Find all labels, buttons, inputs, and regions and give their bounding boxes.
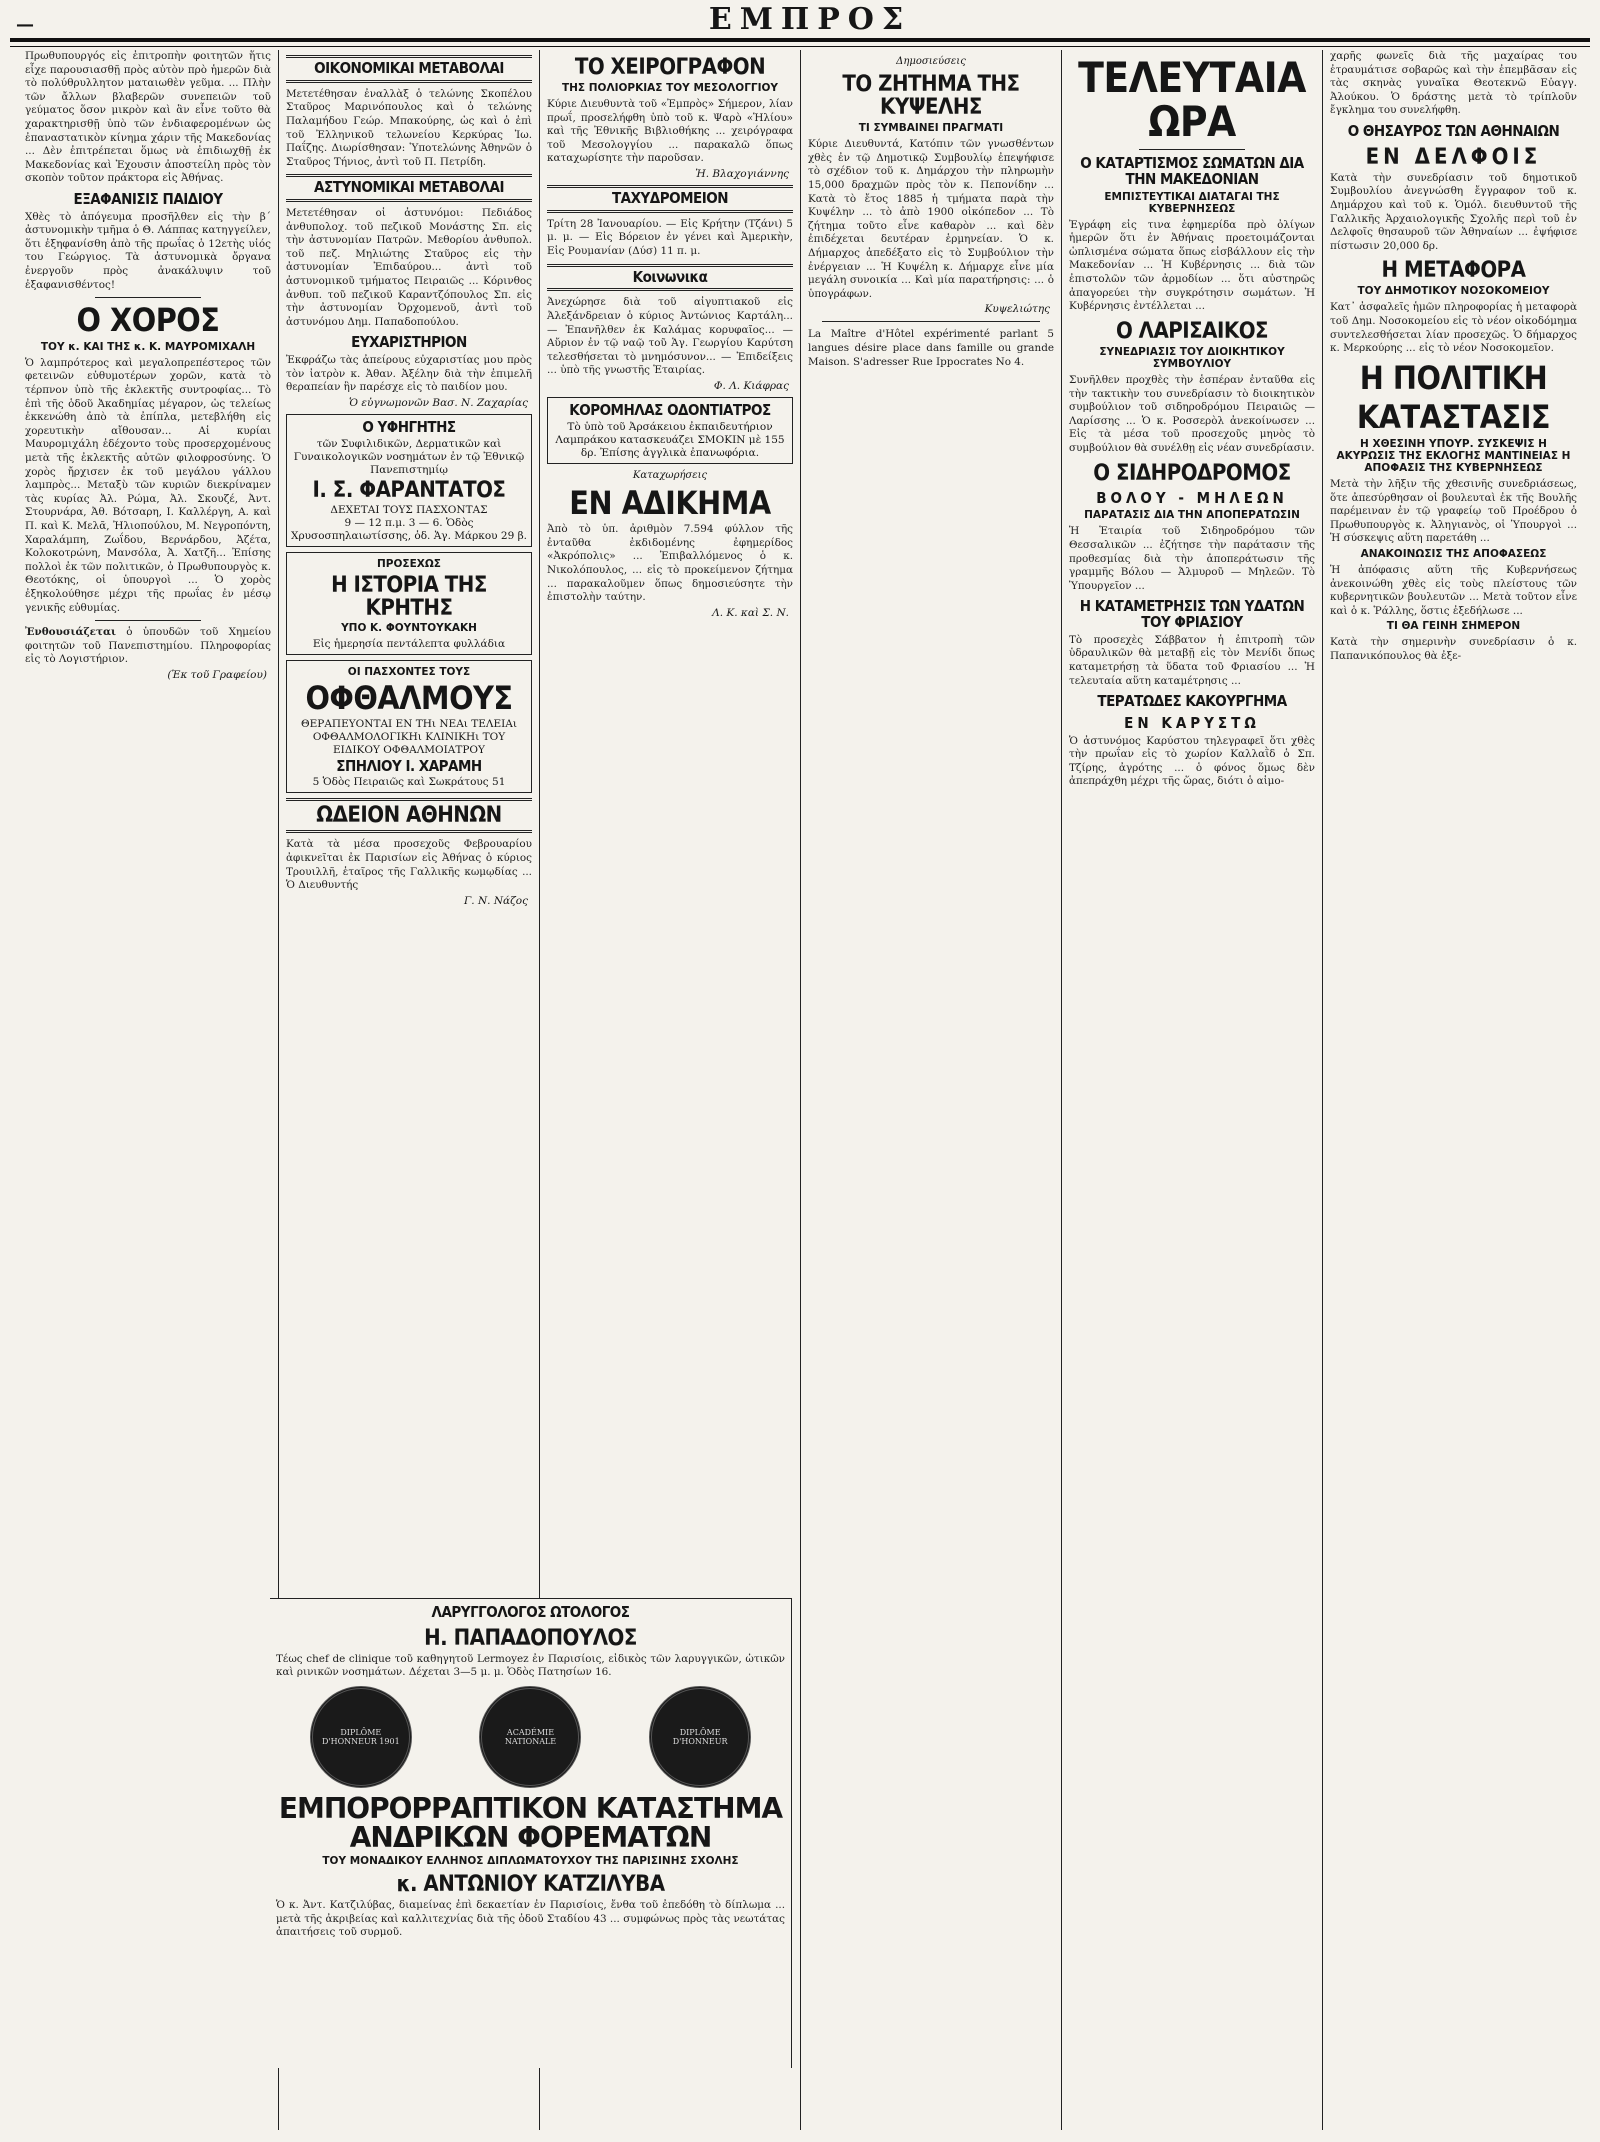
article-post: Τρίτη 28 Ἰανουαρίου. — Εἰς Κρήτην (Τζάνι) 5 μ. μ. — Εἰς Βόρειον ἐν γένει καὶ Ἀμερικὴν, Εἰς Ρουμανίαν (Δύσ) 11 π. μ. xyxy=(547,217,793,257)
headline-dance: Ο ΧΟΡΟΣ xyxy=(76,301,220,340)
article-kypseli: Κύριε Διευθυντά, Κατόπιν τῶν γνωσθέντων χθὲς ἐν τῷ Δημοτικῷ Συμβουλίῳ ἐπεψήφισε τὸ σχέδιον τοῦ κ. Δημάρχου τὴν πληρωμὴν 15,000 δραχμῶν πρὸς τὸν κ. Πεπονίδην ... Κατὰ τὸ ἔτος 1885 ἡ τμήματα παρὰ τὴν Κυψέλην ... τὸ ἀπὸ 1900 οἰκόπεδον ... Τὸ ζήτημα τοῦτο εἶνε καθαρὸν ... καὶ δὲν ἐπιδέχεται δευτέραν ἑρμηνείαν. Ὁ κ. Δήμαρχος ἀπεδέξατο εἰς τὸ Συμβούλιον τὴν ἐνέργειαν ... Ἡ Κυψέλη κ. Δήμαρχε εἶνε μία μεγάλη συνοικία ... Καὶ μία παρατήρησις: ... ὁ ὑπογράφων. xyxy=(808,138,1054,300)
masthead-rule xyxy=(10,46,1590,47)
headline-police: ΑΣΤΥΝΟΜΙΚΑΙ ΜΕΤΑΒΟΛΑΙ xyxy=(286,174,532,202)
ad-professor-name: Ι. Σ. ΦΑΡΑΝΤΑΤΟΣ xyxy=(312,477,506,503)
article-child: Χθὲς τὸ ἀπόγευμα προσῆλθεν εἰς τὴν β΄ ἀστυνομικὴν τμῆμα ὁ Θ. Λάππας κατηγγείλεν, ὅτι ἐξηφανίσθη ἀπὸ τῆς πρωΐας ὁ 12ετὴς υἱός του Γεώργιος. Τὰ ἀστυνομικὰ ὄργανα ἐνεργοῦν πρὸς ἀνακάλυψιν τοῦ ἐξαφανισθέντος! xyxy=(25,210,271,291)
footer-lead: Ἐνθουσιάζεται xyxy=(25,626,116,639)
headline-post: ΤΑΧΥΔΡΟΜΕΙΟΝ xyxy=(547,185,793,213)
headline-kypseli: ΤΟ ΖΗΤΗΜΑ ΤΗΣ ΚΥΨΕΛΗΣ xyxy=(842,72,1020,121)
kypseli-signature: Κυψελιώτης xyxy=(984,303,1050,316)
headline-rail2: ΒΟΛΟΥ - ΜΗΛΕΩΝ xyxy=(1096,488,1288,507)
footer-text: ὁ ὑπουδῶν τοῦ Χημείου φοιτητῶν τοῦ Πανεπιστημίου. Πληροφορίας εἰς τὸ Λογιστήριον. xyxy=(25,626,271,666)
ad-professor-line2: 9 — 12 π.μ. 3 — 6. Ὁδὸς Χρυσοσπηλαιωτίσσης, ὁδ. Ἁγ. Μάρκου 29 β. xyxy=(291,516,527,542)
medal-left-icon: DIPLÔME D'HONNEUR 1901 xyxy=(310,1686,412,1788)
footer-signature: (Ἐκ τοῦ Γραφείου) xyxy=(167,668,267,681)
subhead-decisions: ΑΝΑΚΟΙΝΩΣΙΣ ΤΗΣ ΑΠΟΦΑΣΕΩΣ xyxy=(1360,548,1547,560)
ad-laryngologist-name: Η. ΠΑΠΑΔΟΠΟΥΛΟΣ xyxy=(424,1625,637,1651)
ad-eyes-address: 5 Ὁδὸς Πειραιῶς καὶ Σωκράτους 51 xyxy=(312,776,506,789)
headline-last-hour: ΤΕΛΕΥΤΑΙΑ ΩΡΑ xyxy=(1078,53,1306,147)
kicker-main: Δημοσιεύσεις xyxy=(896,56,966,67)
divider xyxy=(822,321,1040,322)
article-crime: Ἀπὸ τὸ ὑπ. ἀριθμὸν 7.594 φύλλον τῆς ἐνταῦθα ἐκδιδομένης ἐφημερίδος «Ἀκρόπολις» ... Ἐπιβαλλόμενος ὁ κ. Νικολόπουλος, ... εἰς τὸ προκείμενον ζήτημα ... παρακαλοῦμεν ὅπως δημοσιεύσητε τὴν ἐπιστολὴν ταύτην. xyxy=(547,523,793,604)
headline-corps: Ο ΚΑΤΑΡΤΙΣΜΟΣ ΣΩΜΑΤΩΝ ΔΙΑ ΤΗΝ ΜΑΚΕΔΟΝΙΑΝ xyxy=(1080,154,1304,188)
footer-ad: La Maître d'Hôtel expérimenté parlant 5 langues désire place dans famille ou grande Maison. S'adresser Rue Ippocrates No 4. xyxy=(808,328,1054,368)
article-politics: Μετὰ τὴν λῆξιν τῆς χθεσινῆς συνεδριάσεως, ὅτε ἀπεσύρθησαν οἱ βουλευταὶ ἐκ τῆς Βουλῆς παρέμειναν ἐν τῷ γραφείῳ τοῦ Προέδρου ὁ Πρωθυπουργὸς κ. Ἀληγιανὸς, οἱ Ὑπουργοὶ ... Ἡ σύσκεψις αὕτη παρετάθη ... xyxy=(1330,478,1577,545)
subhead-manuscript: ΤΗΣ ΠΟΛΙΟΡΚΙΑΣ ΤΟΥ ΜΕΣΟΛΟΓΓΙΟΥ xyxy=(561,82,779,95)
column-6 xyxy=(1323,50,1584,2130)
ad-laryngologist-text: Τέως chef de clinique τοῦ καθηγητοῦ Lermoyez ἐν Παρισίοις, εἰδικὸς τῶν λαρυγγικῶν, ὠτικῶν καὶ ρινικῶν νοσημάτων. Δέχεται 3—5 μ. μ. Ὁδὸς Πατησίων 16. xyxy=(276,1652,785,1679)
article-rail: Ἡ Ἑταιρία τοῦ Σιδηροδρόμου τῶν Θεσσαλικῶν ... ἐζήτησε τὴν παράτασιν τῆς προθεσμίας διὰ τὴν ἀποπεράτωσιν τῆς γραμμῆς Βόλου — Ἀλμυροῦ — Μηλεῶν. Τὸ Ὑπουργεῖον ... xyxy=(1069,525,1315,592)
headline-econ: ΟΙΚΟΝΟΜΙΚΑΙ ΜΕΤΑΒΟΛΑΙ xyxy=(286,55,532,83)
kicker-crime: Καταχωρήσεις xyxy=(632,469,708,481)
headline-treasure2: ΕΝ ΔΕΛΦΟΙΣ xyxy=(1365,144,1542,170)
masthead-marker: — xyxy=(16,14,32,35)
subhead-today: ΤΙ ΘΑ ΓΕΙΝΗ ΣΗΜΕΡΟΝ xyxy=(1386,620,1521,633)
subhead-larissa: ΣΥΝΕΔΡΙΑΣΙΣ ΤΟΥ ΔΙΟΙΚΗΤΙΚΟΥ ΣΥΜΒΟΥΛΙΟΥ xyxy=(1099,345,1285,370)
headline-child: ΕΞΑΦΑΝΙΣΙΣ ΠΑΙΔΙΟΥ xyxy=(73,189,223,208)
subhead-politics: Η ΧΘΕΣΙΝΗ ΥΠΟΥΡ. ΣΥΣΚΕΨΙΣ Η ΑΚΥΡΩΣΙΣ ΤΗΣ ΕΚΛΟΓΗΣ ΜΑΝΤΙΝΕΙΑΣ Η ΑΠΟΦΑΣΙΣ ΤΗΣ ΚΥΒΕΡΝΗΣΕΩΣ xyxy=(1336,438,1571,475)
subhead-rail: ΠΑΡΑΤΑΣΙΣ ΔΙΑ ΤΗΝ ΑΠΟΠΕΡΑΤΩΣΙΝ xyxy=(1084,509,1300,522)
ad-dentist xyxy=(547,397,793,464)
ad-professor-label: Ο ΥΦΗΓΗΤΗΣ xyxy=(362,417,456,436)
article-today: Κατὰ τὴν σημερινὴν συνεδρίασιν ὁ κ. Παπανικόπουλος θὰ ἐξε- xyxy=(1330,636,1577,662)
subhead-dance: ΤΟΥ κ. ΚΑΙ ΤΗΣ κ. Κ. ΜΑΥΡΟΜΙΧΑΛΗ xyxy=(40,340,256,353)
headline-crime: ΕΝ ΑΔΙΚΗΜΑ xyxy=(569,483,771,522)
article-treasure: Κατὰ τὴν συνεδρίασιν τοῦ δημοτικοῦ Συμβουλίου ἀνεγνώσθη ἔγγραφον τοῦ κ. Δημάρχου καὶ τοῦ κ. Ὁμόλ. διευθυντοῦ τῆς Γαλλικῆς Ἀρχαιολογικῆς Σχολῆς περὶ τοῦ ἐν Δελφοῖς θησαυροῦ τῶν Ἀθηναίων ... ἐψήφισε πίστωσιν 20,000 δρ. xyxy=(1330,171,1577,252)
article-larissa: Συνῆλθεν προχθὲς τὴν ἑσπέραν ἐνταῦθα εἰς τὴν τακτικὴν του συνεδρίασιν τὸ διοικητικὸν συμβούλιον τοῦ σιδηροδρόμου Πειραιῶς — Λαρίσσης ... Ὁ κ. Ροσσερὸλ ἀνεκοίνωσεν ... Εἰς τὰ μέσα τοῦ προσεχοῦς μηνὸς τὸ συμβούλιον θὰ συνέλθῃ εἰς νέαν συνεδρίασιν. xyxy=(1069,373,1315,454)
headline-larissa: Ο ΛΑΡΙΣΑΙΚΟΣ xyxy=(1115,318,1269,344)
article-continued: χαρῆς φωνεῖς διὰ τῆς μαχαίρας του ἐτραυμάτισε σοβαρῶς καὶ τὴν ἐπεμβᾶσαν εἰς τὰς σκηνὰς γυναῖκα Θεοτεκνῶ Εὐαγγ. Ἀλούκου. Ὁ δράστης μετὰ τὸ τρίπλοῦν ἔγκλημα του συνελήφθη. xyxy=(1330,50,1577,117)
crime-signature: Λ. Κ. καὶ Σ. Ν. xyxy=(712,606,789,619)
masthead xyxy=(10,4,1590,42)
masthead-title: ΕΜΠΡΟΣ xyxy=(708,2,912,37)
ad-eyes xyxy=(286,660,532,793)
ad-dentist-text: Τὸ ὑπὸ τοῦ Ἀρσάκειου ἐκπαιδευτήριον Λαμπράκου κατασκευάζει ΣΜΟΚΙΝ μὲ 155 δρ. Ἐπίσης ἀγγλικὰ ἐπανωφόρια. xyxy=(555,420,785,459)
headline-politics2: ΚΑΤΑΣΤΑΣΙΣ xyxy=(1356,398,1551,437)
ad-eyes-line1: ΟΙ ΠΑΣΧΟΝΤΕΣ ΤΟΥΣ xyxy=(347,665,471,678)
medal-center-icon: ACADÉMIE NATIONALE xyxy=(479,1686,581,1788)
ad-professor-line1: ΔΕΧΕΤΑΙ ΤΟΥΣ ΠΑΣΧΟΝΤΑΣ xyxy=(330,503,488,516)
headline-rail: Ο ΣΙΔΗΡΟΔΡΟΜΟΣ xyxy=(1093,460,1291,486)
ad-crete-note: Εἰς ἡμερησία πεντάλεπτα φυλλάδια xyxy=(312,637,506,650)
medals-row xyxy=(276,1680,785,1794)
article-monster: Ὁ ἀστυνόμος Καρύστου τηλεγραφεῖ ὅτι χθὲς τὴν πρωΐαν εἰς τὸ χωρίον Καλλαῒδ ὁ Σπ. Τζίρης, ἀγρότης ... ὁ φόνος ὅμως δὲν ἀπεπράχθη μέχρι τῆς ὥρας, διότι ὁ αἱμο- xyxy=(1069,734,1315,788)
odeion-signature: Γ. Ν. Νάζος xyxy=(464,894,528,907)
ad-tailor-line2: κ. ΑΝΤΩΝΙΟΥ ΚΑΤΖΙΛΥΒΑ xyxy=(396,1871,665,1897)
headline-water: Η ΚΑΤΑΜΕΤΡΗΣΙΣ ΤΩΝ ΥΔΑΤΩΝ ΤΟΥ ΦΡΙΑΣΙΟΥ xyxy=(1079,597,1305,632)
ad-tailor-shop xyxy=(270,1598,792,2068)
headline-manuscript: ΤΟ ΧΕΙΡΟΓΡΑΦΟΝ xyxy=(574,55,766,80)
ad-eyes-title: ΟΦΘΑΛΜΟΥΣ xyxy=(305,678,513,717)
ad-eyes-line3: ΘΕΡΑΠΕΥΟΝΤΑΙ ΕΝ ΤΗι ΝΕΑι ΤΕΛΕΙΑι ΟΦΘΑΛΜΟΛΟΓΙΚΗι ΚΛΙΝΙΚΗι ΤΟΥ ΕΙΔΙΚΟΥ ΟΦΘΑΛΜΟΙΑΤΡΟΥ xyxy=(301,717,517,756)
article-intro: Πρωθυπουργός εἰς ἐπιτροπὴν φοιτητῶν ἥτις εἶχε παρουσιασθῇ πρὸς αὐτὸν πρὸ ἡμερῶν διὰ τὸ πολύθρυλλητον ματαιωθὲν γεῦμα. ... Πλὴν τῶν ἄλλων βλαβερῶν συνεπειῶν τοῦ γεύματος ὅσον μικρὸν καὶ ἂν εἶνε τοῦτο θὰ χαρακτηρισθῇ ὑπὸ τῶν ἐνδιαφερομένων ὡς ἐπαναστατικὸν κίνημα χάριν τῆς Μακεδονίας ... Δὲν ἐπιτρέπεται ὅμως νὰ ἐπιδιωχθῇ ἐκ Μακεδονίας καὶ Ἐχουσιν ἀποστείλη πρὸς τὸν σκοπὸν τοῦτον πράκτορα εἰς Ἀθήνας. xyxy=(25,50,271,185)
ad-crete-sub: ΥΠΟ Κ. ΦΟΥΝΤΟΥΚΑΚΗ xyxy=(341,621,477,634)
manuscript-signature: Ἠ. Βλαχογιάννης xyxy=(695,168,789,181)
ad-tailor-line1: ΤΟΥ ΜΟΝΑΔΙΚΟΥ ΕΛΛΗΝΟΣ ΔΙΠΛΩΜΑΤΟΥΧΟΥ ΤΗΣ ΠΑΡΙΣΙΝΗΣ ΣΧΟΛΗΣ xyxy=(322,1854,739,1867)
subhead-corps: ΕΜΠΙΣΤΕΥΤΙΚΑΙ ΔΙΑΤΑΓΑΙ ΤΗΣ ΚΥΒΕΡΝΗΣΕΩΣ xyxy=(1104,190,1280,215)
article-manuscript: Κύριε Διευθυντὰ τοῦ «Ἐμπρὸς» Σήμερον, λίαν πρωΐ, προσελήφθη ὑπὸ τοῦ κ. Ψαρὸ «Ἡλίου» καὶ τῆς Ἐθνικῆς Βιβλιοθήκης ... χειρόγραφα τοῦ Μεσολογγίου ... παρακαλῶ ὅπως καταχωρίσητε τὴν παροῦσαν. xyxy=(547,98,793,165)
article-water: Τὸ προσεχὲς Σάββατον ἡ ἐπιτροπὴ τῶν ὑδραυλικῶν θὰ μεταβῇ εἰς τὸν Μενίδι ὅπως καταμετρήσῃ τὰ ὕδατα τοῦ Φριασίου ... Ἡ τελευταία αὕτη καταμέτρησις ... xyxy=(1069,633,1315,687)
headline-monster2: ΕΝ ΚΑΡΥΣΤΩ xyxy=(1124,713,1260,732)
subhead-kypseli: ΤΙ ΣΥΜΒΑΙΝΕΙ ΠΡΑΓΜΑΤΙ xyxy=(858,122,1004,135)
article-police: Μετετέθησαν οἱ ἀστυνόμοι: Πεδιάδος ἀνθυπολοχ. τοῦ πεζικοῦ Μονάστης Σπ. εἰς τὴν ἀστυνομίαν Πατρῶν. Μεθορίου ἀνθυπολ. τοῦ πεζ. Μηλιώτης Σταῦρος εἰς τὴν ἀστυνομίαν Ἐπιδαύρου... ἀντὶ τοῦ ἀστυνομικοῦ τμήματος Πειραιῶς ... Κόρινθος ἀνθυπ. τοῦ πεζικοῦ Καραντζόπουλος Σπ. εἰς τὴν ἀστυνομίαν Ὀρχομενοῦ, ἀντὶ τοῦ ἀστυνόμου Δημ. Παπαδοπούλου. xyxy=(286,207,532,328)
ad-tailor-title: ΕΜΠΟΡΟΡΡΑΠΤΙΚΟΝ ΚΑΤΑΣΤΗΜΑ xyxy=(278,1792,783,1826)
column-4 xyxy=(801,50,1062,2130)
article-footer xyxy=(25,626,271,667)
article-thanks: Ἐκφράζω τὰς ἀπείρους εὐχαριστίας μου πρὸς τὸν ἰατρὸν κ. Ἀθαν. Ἀξέλην διὰ τὴν ἐπιμελῆ θεραπείαν ἣν παρέσχε εἰς τὸ παιδίον μου. xyxy=(286,354,532,394)
ad-crete-title: Η ΙΣΤΟΡΙΑ ΤΗΣ ΚΡΗΤΗΣ xyxy=(331,572,487,621)
ad-crete-kicker: ΠΡΟΣΕΧΩΣ xyxy=(377,557,441,570)
headline-social: Κοινωνικα xyxy=(547,264,793,292)
ad-tailor-subtitle: ΑΝΔΡΙΚΩΝ ΦΟΡΕΜΑΤΩΝ xyxy=(349,1821,712,1855)
divider xyxy=(1139,149,1245,150)
headline-treasure: Ο ΘΗΣΑΥΡΟΣ ΤΩΝ ΑΘΗΝΑΙΩΝ xyxy=(1347,121,1560,140)
divider xyxy=(95,297,201,298)
article-transfer: Κατ᾽ ἀσφαλεῖς ἡμῶν πληροφορίας ἡ μεταφορὰ τοῦ Δημ. Νοσοκομείου εἰς τὸ νέον οἰκοδόμημα συντελεσθήσεται λίαν προσεχῶς. Ὁ δήμαρχος κ. Μερκούρης ... εἰς τὸ νέον Νοσοκομεῖον. xyxy=(1330,301,1577,355)
thanks-signature: Ὁ εὐγνωμονῶν Βασ. Ν. Ζαχαρίας xyxy=(348,396,528,409)
headline-odeion: ΩΔΕΙΟΝ ΑΘΗΝΩΝ xyxy=(286,798,532,833)
article-corps: Ἐγράφη εἰς τινα ἐφημερίδα πρὸ ὀλίγων ἡμερῶν ὅτι ἐν Ἀθήναις προετοιμάζονται ὡπλισμένα σώματα ὅπως εἰσβάλλουν εἰς τὴν Μακεδονίαν ... Ἡ Κυβέρνησις ... διὰ τῶν ἐπιστολῶν τῶν ἀρμοδίων ... ὅτι αὐστηρῶς ἀπαγορεύει τὴν συγκρότησιν σωμάτων. Ἡ Κυβέρνησις ἐντέλλεται ... xyxy=(1069,218,1315,313)
column-5 xyxy=(1062,50,1323,2130)
subhead-transfer: ΤΟΥ ΔΗΜΟΤΙΚΟΥ ΝΟΣΟΚΟΜΕΙΟΥ xyxy=(1357,285,1550,298)
article-dance: Ὁ λαμπρότερος καὶ μεγαλοπρεπέστερος τῶν φετεινῶν εὐθυμοτέρων χορῶν, κατὰ τὸ τέρπνον ὑπὸ τῆς ἐκλεκτῆς συντροφίας... Τὸ ἐπὶ τῆς ὁδοῦ Ἀκαδημίας μέγαρον, ὡς τελείως ἐκκενώθη ἀπὸ τὰ ἐπίπλα, μετεβλήθη εἰς χορευτικὴν αἴθουσαν... Αἱ κυρίαι Μαυρομιχάλη ἐδέχοντο τοὺς προσερχομένους μετὰ τῆς ἐκλεκτῆς αὐτῶν φιλοφροσύνης. Ὁ χορὸς ἤρχισεν ἐκ τοῦ μεγάλου γάλλου λαμπρὸς... Μεταξὺ τῶν κυριῶν διεκρίναμεν τὰς κυρίας Ἀλ. Ρώμα, Ἀλ. Σκουζέ, Ἀντ. Στουρνάρα, Ἀθ. Βότσαρη, Ι. Καλλέργη, Α. καὶ Π. καὶ Κ. Μελᾶ, Ἠλιοπούλου, Μ. Νεγροπόντη, Χαραλάμπη, Ζωΐδου, Βερνάρδου, Ἀζέτα, Κολοκοτρώνη, Μανσόλα, Ἀ. Χατζῆ... Ἐπίσης πολλοὶ ἐκ τῶν πολιτικῶν, ὁ Πρωθυπουργὸς κ. Θεοτόκης, οἱ ὑπουργοὶ ... Ὁ χορὸς ἐξηκολούθησε μέχρι τῆς πρωΐας ἐν μέσῳ γενικῆς εὐθυμίας. xyxy=(25,356,271,614)
headline-thanks: ΕΥΧΑΡΙΣΤΗΡΙΟΝ xyxy=(351,333,467,352)
headline-transfer: Η ΜΕΤΑΦΟΡΑ xyxy=(1381,258,1526,284)
ad-laryngologist-kicker: ΛΑΡΥΓΓΟΛΟΓΟΣ ΩΤΟΛΟΓΟΣ xyxy=(431,1603,630,1621)
article-social: Ἀνεχώρησε διὰ τοῦ αἰγυπτιακοῦ εἰς Ἀλεξάνδρειαν ὁ κύριος Ἀντώνιος Καρτάλη... — Ἐπανῆλθεν ἐκ Καλάμας κορυφαῖος... — Αὔριον ἐν τῷ ναῷ τοῦ Ἁγ. Γεωργίου Καρύτση τελεσθήσεται τὸ μνημόσυνον... — Ἐπιδείξεις ... ὑπὸ τῆς γνωστῆς Ἑταιρίας. xyxy=(547,296,793,377)
column-1 xyxy=(18,50,279,2130)
headline-monster: ΤΕΡΑΤΩΔΕΣ ΚΑΚΟΥΡΓΗΜΑ xyxy=(1097,692,1287,711)
ad-dentist-head: ΚΟΡΟΜΗΛΑΣ ΟΔΟΝΤΙΑΤΡΟΣ xyxy=(569,400,771,419)
columns xyxy=(18,50,1588,2130)
article-odeion: Κατὰ τὰ μέσα προσεχοῦς Φεβρουαρίου ἀφικνεῖται ἐκ Παρισίων εἰς Ἀθήνας ὁ κύριος Τρουιλλῆ, ἑταῖρος τῆς Γαλλικῆς κωμῳδίας ... Ὁ Διευθυντής xyxy=(286,838,532,892)
social-signature: Φ. Λ. Κιάφρας xyxy=(713,379,789,392)
ad-tailor-body: Ὁ κ. Ἀντ. Κατζιλύβας, διαμείνας ἐπὶ δεκαετίαν ἐν Παρισίοις, ἔνθα τοῦ ἐπεδόθη τὸ δίπλωμα ... μετὰ τῆς ἀκριβείας καὶ καλλιτεχνίας διὰ τῆς ὁδοῦ Σταδίου 43 ... συμφώνως πρὸς τὰς νεωτάτας ἀπαιτήσεις τοῦ συρμοῦ. xyxy=(276,1898,785,1939)
article-econ: Μετετέθησαν ἐναλλὰξ ὁ τελώνης Σκοπέλου Σταῦρος Μαρινόπουλος καὶ ὁ τελώνης Παλαμήδου Γεώρ. Μπακούρης, ὡς καὶ ὁ ἐπὶ τοῦ Ἐλληνικοῦ τελωνείου Κερκύρας Ἰω. Παΐζης. Διωρίσθησαν: Ὑποτελώνης Ἀθηνῶν ὁ Σταῦρος Τήνιος, ἀντὶ τοῦ Π. Πετρίδη. xyxy=(286,87,532,168)
article-decisions: Ἡ ἀπόφασις αὕτη τῆς Κυβερνήσεως ἀνεκοινώθη χθὲς εἰς τοὺς πλείστους τῶν κυβερνητικῶν βουλευτῶν ... Μετὰ τοῦτον εἶνε καὶ ὁ κ. Ῥάλλης, ὅστις ἐξεδήλωσε ... xyxy=(1330,564,1577,617)
headline-politics: Η ΠΟΛΙΤΙΚΗ xyxy=(1359,358,1548,397)
ad-professor-sub: τῶν Συφιλιδικῶν, Δερματικῶν καὶ Γυναικολογικῶν νοσημάτων ἐν τῷ Ἐθνικῷ Πανεπιστημίῳ xyxy=(293,437,525,476)
medal-right-icon: DIPLÔME D'HONNEUR xyxy=(649,1686,751,1788)
divider xyxy=(95,620,201,621)
ad-crete xyxy=(286,552,532,655)
ad-professor xyxy=(286,414,532,547)
ad-eyes-doctor: ΣΠΗΛΙΟΥ Ι. ΧΑΡΑΜΗ xyxy=(336,756,482,775)
